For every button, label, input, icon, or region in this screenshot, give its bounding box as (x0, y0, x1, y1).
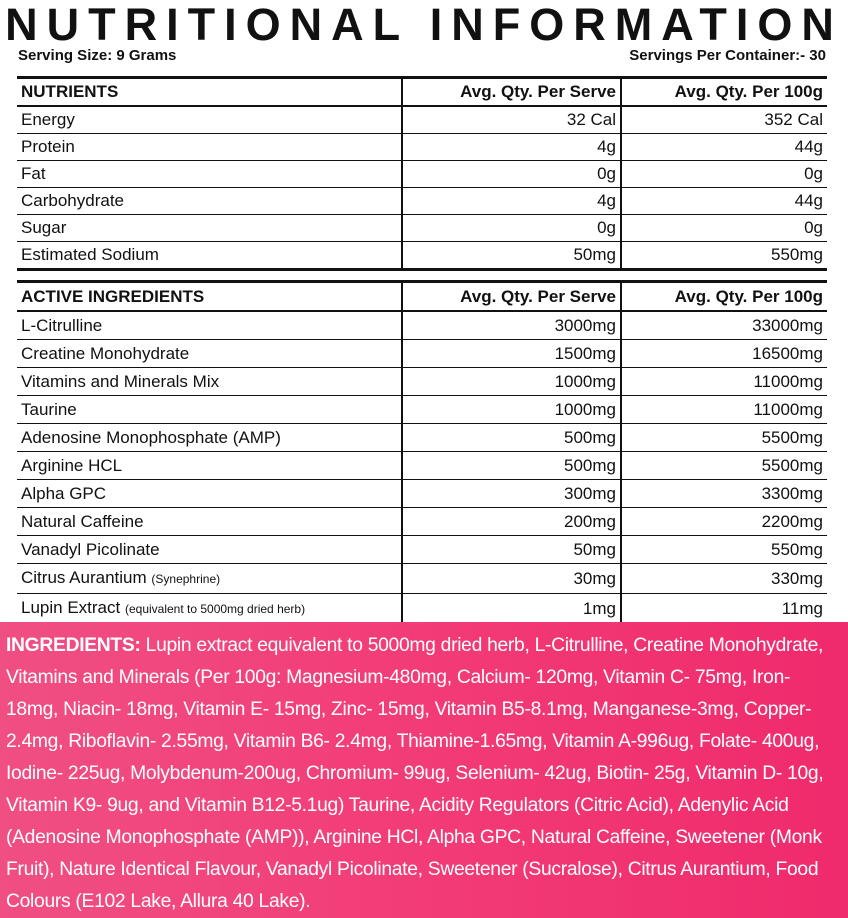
ingredient-name: Fat (21, 164, 46, 183)
active-ingredient-row-per-serve: 1500mg (403, 340, 622, 368)
actives-header-row (17, 280, 827, 312)
ingredient-name: L-Citrulline (21, 316, 103, 335)
ingredient-name: Arginine HCL (21, 456, 123, 475)
nutrient-row-per-serve: 50mg (403, 242, 622, 271)
ingredient-name: Sugar (21, 218, 67, 237)
active-ingredient-row-name (17, 340, 403, 368)
ingredient-name: Carbohydrate (21, 191, 125, 210)
nutrient-row-per-100g: 44g (622, 134, 827, 161)
nutrient-row-per-serve: 32 Cal (403, 107, 622, 134)
nutrient-row-per-serve: 4g (403, 134, 622, 161)
nutrient-row-name (17, 107, 403, 134)
ingredient-name: Creatine Monohydrate (21, 344, 190, 363)
nutrient-row-per-serve: 0g (403, 161, 622, 188)
actives-header-per100: Avg. Qty. Per 100g (622, 280, 827, 312)
active-ingredient-row (17, 564, 827, 594)
active-ingredient-row-per-serve: 3000mg (403, 312, 622, 340)
active-ingredient-row-per-serve: 500mg (403, 424, 622, 452)
nutrient-row-per-serve: 0g (403, 215, 622, 242)
active-ingredient-row-name (17, 452, 403, 480)
serving-info (18, 47, 826, 67)
nutrient-row-name (17, 215, 403, 242)
nutrient-row-per-100g: 352 Cal (622, 107, 827, 134)
ingredient-name: Lupin Extract (21, 598, 121, 617)
nutrients-header-row (17, 76, 827, 107)
active-ingredient-row-per-100g: 33000mg (622, 312, 827, 340)
actives-header-name: ACTIVE INGREDIENTS (17, 280, 403, 312)
nutrients-header-name: NUTRIENTS (17, 76, 403, 107)
nutrient-row-name (17, 188, 403, 215)
active-ingredient-row-per-100g: 5500mg (622, 424, 827, 452)
ingredient-name: Estimated Sodium (21, 245, 159, 264)
active-ingredient-row-per-100g: 330mg (622, 564, 827, 594)
active-ingredient-row-per-100g: 3300mg (622, 480, 827, 508)
ingredient-name: Protein (21, 137, 75, 156)
ingredient-name: Citrus Aurantium (21, 568, 147, 587)
ingredient-name: Adenosine Monophosphate (AMP) (21, 428, 281, 447)
active-ingredient-row-per-serve: 500mg (403, 452, 622, 480)
ingredient-name: Alpha GPC (21, 484, 107, 503)
active-ingredient-row-name (17, 508, 403, 536)
nutrient-row (17, 215, 827, 242)
page-title: NUTRITIONAL INFORMATION (5, 0, 843, 50)
nutrient-row (17, 188, 827, 215)
active-ingredient-row-per-serve: 200mg (403, 508, 622, 536)
actives-header-serve: Avg. Qty. Per Serve (403, 280, 622, 312)
nutrient-row-name (17, 134, 403, 161)
active-ingredient-row-name (17, 564, 403, 594)
active-ingredient-row (17, 368, 827, 396)
nutrient-row-name (17, 242, 403, 271)
active-ingredient-row-per-serve: 30mg (403, 564, 622, 594)
ingredient-name: Natural Caffeine (21, 512, 144, 531)
ingredient-name: Vanadyl Picolinate (21, 540, 160, 559)
active-ingredient-row-per-100g: 11mg (622, 594, 827, 626)
nutrient-row (17, 161, 827, 188)
active-ingredient-row-name (17, 312, 403, 340)
ingredient-name: Energy (21, 110, 75, 129)
serving-size: Serving Size: 9 Grams (18, 47, 177, 64)
active-ingredient-row (17, 396, 827, 424)
ingredient-note: (Synephrine) (151, 572, 221, 586)
active-ingredient-row-per-100g: 11000mg (622, 368, 827, 396)
ingredients-panel (0, 622, 848, 918)
active-ingredient-row (17, 508, 827, 536)
ingredient-note: (equivalent to 5000mg dried herb) (124, 602, 306, 616)
nutrient-row (17, 134, 827, 161)
nutrient-row (17, 107, 827, 134)
active-ingredient-row-name (17, 396, 403, 424)
active-ingredient-row (17, 312, 827, 340)
nutrient-row-per-100g: 44g (622, 188, 827, 215)
active-ingredient-row-name (17, 536, 403, 564)
active-ingredient-row-per-100g: 11000mg (622, 396, 827, 424)
active-ingredients-table (17, 280, 827, 626)
nutrient-row-per-100g: 0g (622, 215, 827, 242)
active-ingredient-row-per-serve: 1000mg (403, 368, 622, 396)
nutrient-row-per-serve: 4g (403, 188, 622, 215)
active-ingredient-row (17, 536, 827, 564)
nutrient-row-per-100g: 550mg (622, 242, 827, 271)
active-ingredient-row-per-100g: 16500mg (622, 340, 827, 368)
active-ingredient-row-per-100g: 2200mg (622, 508, 827, 536)
ingredient-name: Vitamins and Minerals Mix (21, 372, 220, 391)
active-ingredient-row-per-100g: 5500mg (622, 452, 827, 480)
active-ingredient-row-per-serve: 50mg (403, 536, 622, 564)
active-ingredient-row (17, 340, 827, 368)
servings-per-container: Servings Per Container:- 30 (629, 47, 826, 64)
ingredient-name: Taurine (21, 400, 77, 419)
active-ingredient-row-name (17, 368, 403, 396)
active-ingredient-row (17, 480, 827, 508)
active-ingredient-row-per-serve: 300mg (403, 480, 622, 508)
active-ingredient-row-per-100g: 550mg (622, 536, 827, 564)
nutrient-row-per-100g: 0g (622, 161, 827, 188)
ingredients-label: INGREDIENTS: (6, 635, 141, 656)
active-ingredient-row-per-serve: 1mg (403, 594, 622, 626)
active-ingredient-row (17, 452, 827, 480)
nutrients-header-per100: Avg. Qty. Per 100g (622, 76, 827, 107)
active-ingredient-row-name (17, 424, 403, 452)
nutrient-row-name (17, 161, 403, 188)
nutrients-header-serve: Avg. Qty. Per Serve (403, 76, 622, 107)
active-ingredient-row-per-serve: 1000mg (403, 396, 622, 424)
nutrient-row (17, 242, 827, 271)
ingredients-text: Lupin extract equivalent to 5000mg dried herb, L-Citrulline, Creatine Monohydrate, Vitamins and Minerals (Per 100g: Magnesium-480mg, Calcium- 120mg, Vitamin C- 75mg, Iron- 18mg, Niacin- 18mg, Vitamin E- 15mg, Zinc- 15mg, Vitamin B5-8.1mg, Manganese-3mg, Copper- 2.4mg, Riboflavin- 2.55mg, Vitamin B6- 2.4mg, Thiamine-1.65mg, Vitamin A-996ug, Folate- 400ug, Iodine- 225ug, Molybdenum-200ug, Chromium- 99ug, Selenium- 42ug, Biotin- 25g, Vitamin D- 10g, Vitamin K9- 9ug, and Vitamin B12-5.1ug) Taurine, Acidity Regulators (Citric Acid), Adenylic Acid (Adenosine Monophosphate (AMP)), Arginine HCl, Alpha GPC, Natural Caffeine, Sweetener (Monk Fruit), Nature Identical Flavour, Vanadyl Picolinate, Sweetener (Sucralose), Citrus Aurantium, Food Colours (E102 Lake, Allura 40 Lake). (6, 635, 824, 912)
active-ingredient-row (17, 424, 827, 452)
active-ingredient-row-name (17, 480, 403, 508)
nutrients-table (17, 76, 827, 271)
